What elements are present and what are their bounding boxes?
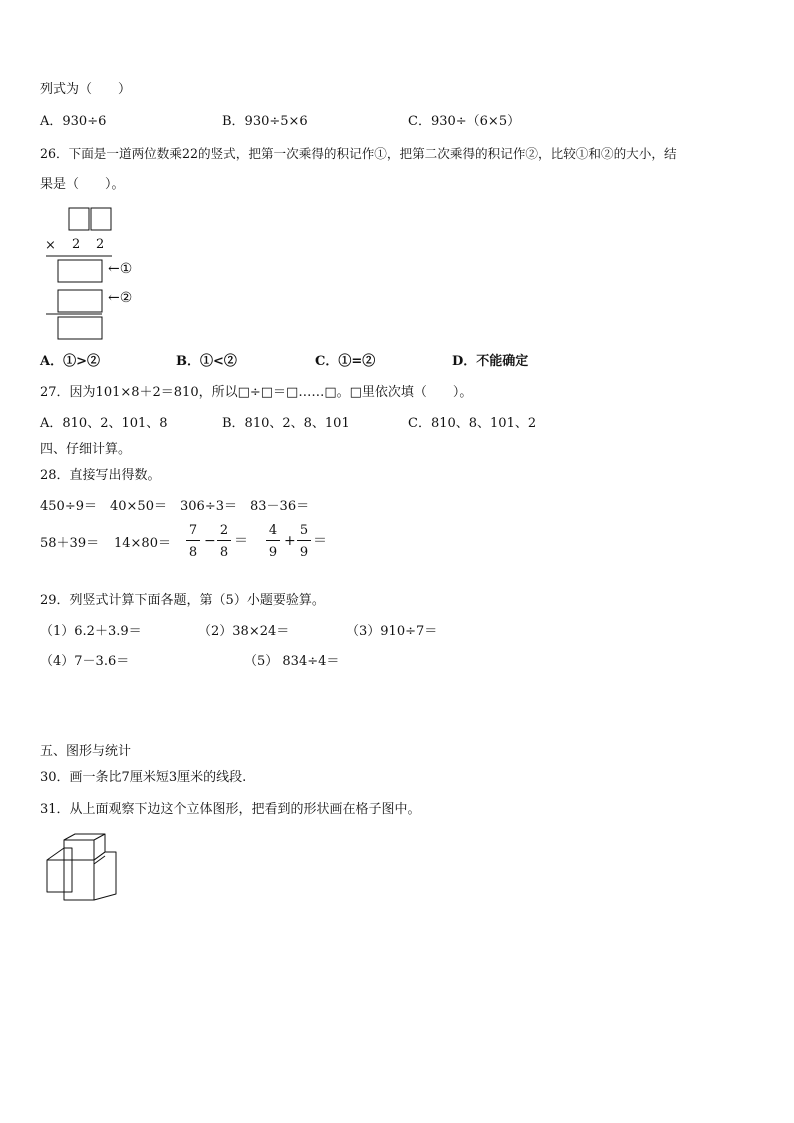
q26-digit-box-ones [91, 208, 111, 230]
q31-cube-right [94, 852, 116, 900]
q28-frac2-bar-2 [297, 540, 311, 541]
q28-frac1-numerator-2: 2 [219, 523, 229, 538]
q27-option-c: C．810、8、101、2 [408, 416, 537, 431]
section-4-heading: 四、仔细计算。 [40, 442, 132, 457]
q28-frac1-equals: ＝ [234, 533, 248, 549]
q26-option-c: C．①=② [315, 354, 376, 369]
q26-option-b: B．①<② [176, 354, 237, 369]
q29-item-5: （5） 834÷4＝ [244, 654, 340, 669]
q31-cube-figure [42, 832, 132, 912]
q29-item-1: （1）6.2＋3.9＝ [40, 624, 142, 639]
q27-option-b: B．810、2、8、101 [222, 416, 350, 431]
q26-product-box-1 [58, 260, 102, 282]
q28-frac2-operator: + [284, 533, 296, 549]
q29-item-2: （2）38×24＝ [198, 624, 290, 639]
q26-digit-box-tens [69, 208, 89, 230]
q28-item-3: 306÷3＝ [180, 499, 237, 514]
q25-tail: 列式为（ ） [40, 82, 132, 97]
q30-stem: 30．画一条比7厘米短3厘米的线段. [40, 770, 247, 785]
q26-figure-lines [40, 204, 160, 344]
q26-product-box-2 [58, 290, 102, 312]
q28-frac2-bar-1 [266, 540, 280, 541]
q29-title: 29．列竖式计算下面各题，第（5）小题要验算。 [40, 593, 325, 608]
q28-frac2-numerator-1: 4 [268, 523, 278, 538]
q25-option-c: C．930÷（6×5） [408, 114, 521, 129]
q28-item-6: 14×80＝ [114, 536, 171, 551]
q29-item-3: （3）910÷7＝ [346, 624, 438, 639]
q26-times-sign: × [45, 238, 56, 253]
q28-frac2-denominator-2: 9 [299, 545, 309, 560]
q26-option-d: D．不能确定 [452, 354, 529, 369]
q31-cube-left [47, 848, 72, 892]
q31-cube-bottom-front [64, 860, 94, 900]
q28-frac1-bar-2 [217, 540, 231, 541]
q28-item-1: 450÷9＝ [40, 499, 97, 514]
q28-frac1-denominator-2: 8 [219, 545, 229, 560]
q29-item-4: （4）7－3.6＝ [40, 654, 130, 669]
q28-item-2: 40×50＝ [110, 499, 167, 514]
q25-option-a: A．930÷6 [40, 114, 107, 129]
q26-option-a: A．①>② [40, 354, 100, 369]
q26-arrow-label-1: ←① [108, 261, 133, 277]
q27-option-a: A．810、2、101、8 [40, 416, 168, 431]
q28-item-4: 83－36＝ [250, 499, 310, 514]
q26-stem-line1: 26．下面是一道两位数乘22的竖式，把第一次乘得的积记作①，把第二次乘得的积记作②，比较①和②的大小，结 [40, 146, 677, 161]
q28-frac1-operator: − [204, 533, 216, 549]
section-5-heading: 五、图形与统计 [40, 744, 132, 759]
q28-frac2-denominator-1: 9 [268, 545, 278, 560]
q27-stem: 27．因为101×8＋2＝810，所以□÷□＝□……□。□里依次填（ ）。 [40, 385, 473, 400]
q31-stem: 31．从上面观察下边这个立体图形，把看到的形状画在格子图中。 [40, 802, 421, 817]
q28-frac1-denominator-1: 8 [188, 545, 198, 560]
q26-multiplier-digit-2: 2 [96, 237, 105, 252]
q26-result-box [58, 317, 102, 339]
q28-frac1-numerator-1: 7 [188, 523, 198, 538]
q28-frac2-equals: ＝ [313, 533, 327, 549]
q28-item-5: 58＋39＝ [40, 536, 100, 551]
q28-frac2-numerator-2: 5 [299, 523, 309, 538]
q26-arrow-label-2: ←② [108, 290, 133, 306]
q28-frac1-bar-1 [186, 540, 200, 541]
q26-stem-line2: 果是（ ）。 [40, 177, 125, 192]
q25-option-b: B．930÷5×6 [222, 114, 308, 129]
q28-title: 28．直接写出得数。 [40, 468, 161, 483]
q26-multiplier-digit-1: 2 [72, 237, 81, 252]
